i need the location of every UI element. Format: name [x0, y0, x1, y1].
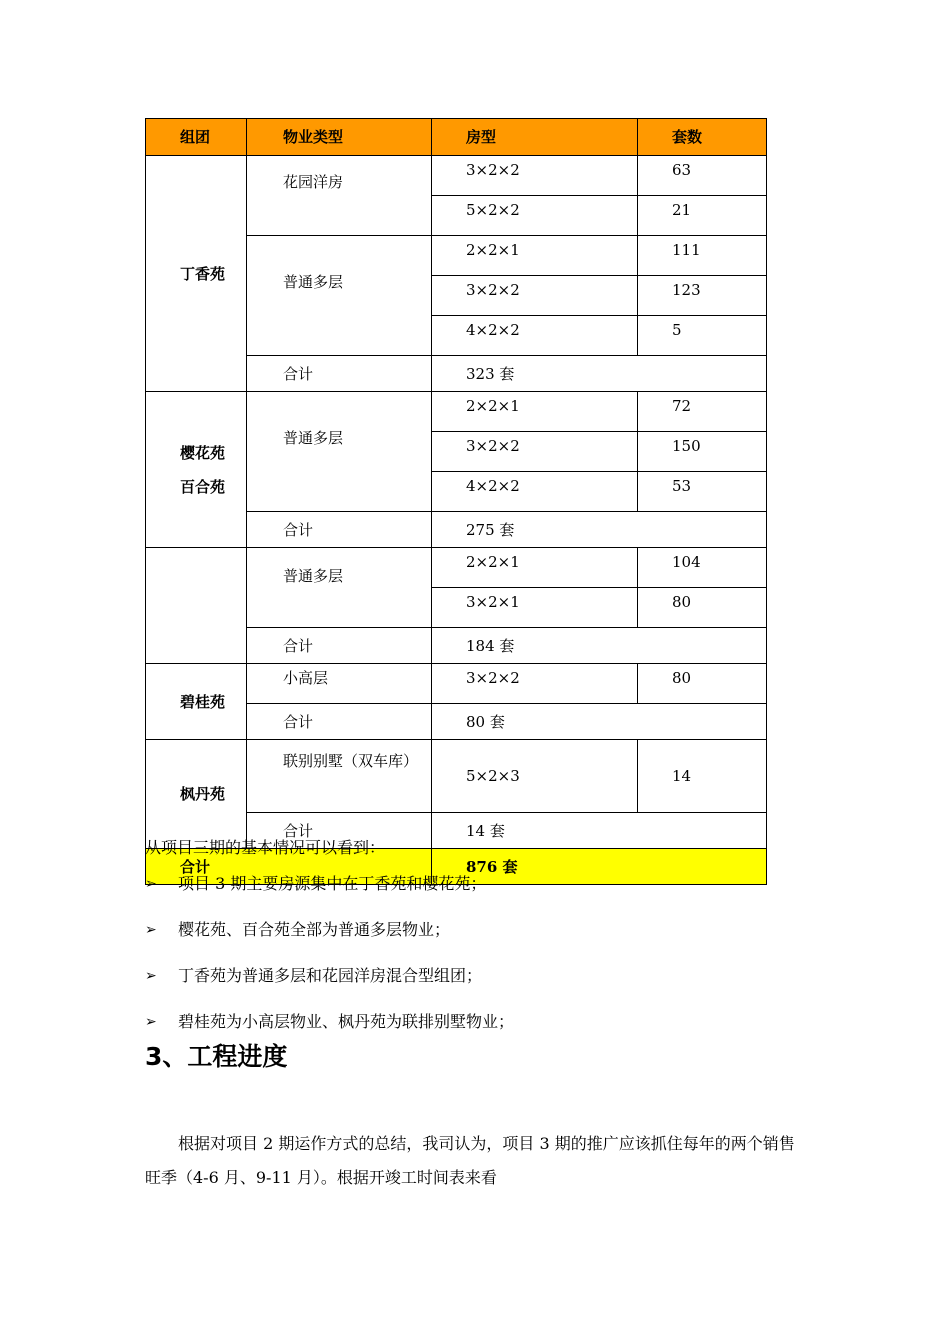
layout-cell: 5×2×2: [432, 196, 638, 236]
list-item: [145, 872, 825, 908]
housing-units-table: [145, 118, 767, 885]
table-row: [146, 548, 767, 588]
layout-cell: 3×2×2: [432, 432, 638, 472]
bullet-list: [145, 872, 825, 1046]
property-type: 普通多层: [247, 548, 432, 628]
grand-total-value: 876 套: [432, 849, 767, 885]
property-type: 普通多层: [247, 392, 432, 512]
subtotal-label: 合计: [247, 628, 432, 664]
subtotal-value: 323 套: [432, 356, 767, 392]
count-cell: 63: [638, 156, 767, 196]
list-item: [145, 964, 825, 1000]
layout-cell: 4×2×2: [432, 472, 638, 512]
layout-cell: 5×2×3: [432, 740, 638, 813]
arrow-bullet-icon: ➢: [145, 1014, 157, 1030]
list-item-text: 项目 3 期主要房源集中在丁香苑和樱花苑；: [178, 874, 487, 893]
arrow-bullet-icon: ➢: [145, 968, 157, 984]
summary-notes: [145, 836, 825, 1046]
subtotal-value: 80 套: [432, 704, 767, 740]
subtotal-value: 184 套: [432, 628, 767, 664]
list-item-text: 碧桂苑为小高层物业、枫丹苑为联排别墅物业；: [178, 1012, 515, 1031]
layout-cell: 3×2×2: [432, 664, 638, 704]
subtotal-label: 合计: [247, 704, 432, 740]
subtotal-label: 合计: [247, 356, 432, 392]
table-row: [146, 392, 767, 432]
group-name-line: 樱花苑: [180, 443, 226, 462]
count-cell: 14: [638, 740, 767, 813]
layout-cell: 3×2×1: [432, 588, 638, 628]
count-cell: 21: [638, 196, 767, 236]
header-group: 组团: [146, 119, 247, 156]
group-name-line: 百合苑: [180, 477, 226, 496]
table-row: [146, 156, 767, 196]
header-count: 套数: [638, 119, 767, 156]
subtotal-value: 275 套: [432, 512, 767, 548]
subtotal-label: 合计: [247, 512, 432, 548]
table-header-row: [146, 119, 767, 156]
header-property-type: 物业类型: [247, 119, 432, 156]
layout-cell: 2×2×1: [432, 236, 638, 276]
grand-total-label: 合计: [146, 849, 432, 885]
list-item: [145, 918, 825, 954]
count-cell: 53: [638, 472, 767, 512]
section-heading: 3、工程进度: [145, 1042, 288, 1071]
subtotal-value: 14 套: [432, 813, 767, 849]
count-cell: 111: [638, 236, 767, 276]
arrow-bullet-icon: ➢: [145, 922, 157, 938]
count-cell: 150: [638, 432, 767, 472]
layout-cell: 3×2×2: [432, 156, 638, 196]
table-row: [146, 664, 767, 704]
count-cell: 5: [638, 316, 767, 356]
property-type: 联别别墅（双车库）: [283, 752, 419, 770]
group-name: 碧桂苑: [146, 664, 247, 740]
list-item-text: 丁香苑为普通多层和花园洋房混合型组团；: [178, 966, 483, 985]
group-name: 枫丹苑: [146, 740, 247, 849]
header-layout: 房型: [432, 119, 638, 156]
group-name: [146, 392, 247, 548]
group-name-empty: [146, 548, 247, 664]
layout-cell: 4×2×2: [432, 316, 638, 356]
section-paragraph: 根据对项目 2 期运作方式的总结，我司认为，项目 3 期的推广应该抓住每年的两个销售旺季（4-6 月、9-11 月）。根据开竣工时间表来看: [145, 1134, 795, 1187]
count-cell: 80: [638, 588, 767, 628]
layout-cell: 3×2×2: [432, 276, 638, 316]
layout-cell: 2×2×1: [432, 548, 638, 588]
subtotal-label: 合计: [247, 813, 432, 849]
list-item-text: 樱花苑、百合苑全部为普通多层物业；: [178, 920, 451, 939]
count-cell: 72: [638, 392, 767, 432]
count-cell: 123: [638, 276, 767, 316]
table-row: [146, 740, 767, 813]
arrow-bullet-icon: ➢: [145, 876, 157, 892]
property-type: 小高层: [247, 664, 432, 704]
property-type: 花园洋房: [247, 156, 432, 236]
group-name: 丁香苑: [146, 156, 247, 392]
layout-cell: 2×2×1: [432, 392, 638, 432]
property-type: 普通多层: [247, 236, 432, 356]
count-cell: 104: [638, 548, 767, 588]
property-type-cell: [247, 740, 432, 813]
notes-intro: 从项目三期的基本情况可以看到：: [145, 838, 386, 857]
count-cell: 80: [638, 664, 767, 704]
